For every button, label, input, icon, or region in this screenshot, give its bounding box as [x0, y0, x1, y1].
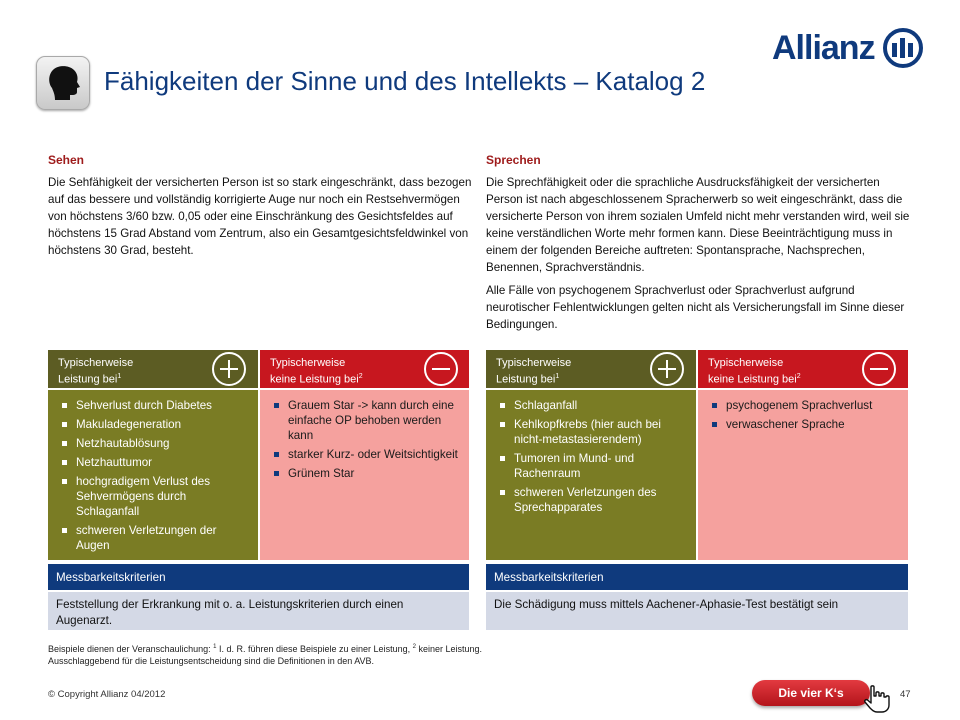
list-item: Kehlkopfkrebs (hier auch bei nicht-metastasierendem)	[500, 417, 688, 447]
box-label: Typischerweise	[496, 357, 572, 369]
footnote	[48, 642, 608, 667]
logo-text: Allianz	[772, 29, 875, 67]
list-item: Tumoren im Mund- und Rachenraum	[500, 451, 688, 481]
criteria-text-sprechen: Die Schädigung muss mittels Aachener-Aphasie-Test bestätigt sein	[486, 592, 908, 630]
criteria-header-sehen: Messbarkeitskriterien	[48, 564, 469, 590]
negative-list-sprechen	[698, 390, 908, 560]
minus-icon	[424, 352, 458, 386]
negative-header-sehen	[260, 350, 469, 388]
pointing-hand-icon	[862, 684, 892, 714]
copyright: © Copyright Allianz 04/2012	[48, 689, 166, 700]
box-label: Typischerweise	[708, 357, 784, 369]
box-label-line2: keine Leistung bei$^2$	[270, 373, 363, 386]
positive-list-sehen	[48, 390, 258, 560]
negative-header-sprechen	[698, 350, 908, 388]
positive-header-sprechen	[486, 350, 696, 388]
page-number: 47	[900, 689, 911, 700]
list-item: Schlaganfall	[500, 398, 688, 413]
page-title: Fähigkeiten der Sinne und des Intellekts – Katalog 2	[104, 66, 706, 96]
footnote-line1: Beispiele dienen der Veranschaulichung: $^1$ I. d. R. führen diese Beispiele zu einer Leistung, $^2$ keiner Leistung.	[48, 644, 482, 654]
allianz-logo	[772, 28, 923, 68]
criteria-header-sprechen: Messbarkeitskriterien	[486, 564, 908, 590]
list-item: Sehverlust durch Diabetes	[62, 398, 250, 413]
box-label: Typischerweise	[270, 357, 346, 369]
section-text-sehen	[48, 174, 473, 259]
section-heading-sprechen: Sprechen	[486, 153, 541, 167]
list-item: Makuladegeneration	[62, 417, 250, 432]
section-paragraph: Alle Fälle von psychogenem Sprachverlust oder Sprachverlust aufgrund neurotischer Fehlentwicklungen gelten nicht als Versicherungsfall im Sinne dieser Bedingungen.	[486, 284, 905, 331]
section-paragraph: Die Sprechfähigkeit oder die sprachliche Ausdrucksfähigkeit der versicherten Person ist nach abgeschlossenem Spracherwerb so weit eingeschränkt, dass die versicherte Person von ihrem sozialen Umfeld nicht mehr verstanden wird, weil sie keine verständlichen Worte mehr formen kann. Diese Beeinträchtigung muss in einem der folgenden Bereiche auftreten: Spontansprache, Nachsprechen, Benennen, Sprachverständnis.	[486, 176, 910, 274]
list-item: schweren Verletzungen der Augen	[62, 523, 250, 553]
plus-icon	[212, 352, 246, 386]
list-item: psychogenem Sprachverlust	[712, 398, 900, 413]
section-paragraph: Die Sehfähigkeit der versicherten Person ist so stark eingeschränkt, dass bezogen auf das bessere und vollständig korrigierte Auge nur noch ein Restsehvermögen von höchstens 3/60 bzw. 0,05 oder eine Einschränkung des Gesichtsfeldes auf höchstens 15 Grad Abstand vom Zentrum, also ein Gesamtgesichtsfeldwinkel von höchstens 30 Grad, besteht.	[48, 176, 472, 257]
box-label-line2: Leistung bei$^1$	[58, 373, 122, 386]
footnote-line2: Ausschlaggebend für die Leistungsentscheidung sind die Definitionen in den AVB.	[48, 655, 375, 666]
box-label-line2: keine Leistung bei$^2$	[708, 373, 801, 386]
list-item: Netzhautablösung	[62, 436, 250, 451]
minus-icon	[862, 352, 896, 386]
allianz-eagle-icon	[883, 28, 923, 68]
list-item: verwaschener Sprache	[712, 417, 900, 432]
positive-list-sprechen	[486, 390, 696, 560]
box-label-line2: Leistung bei$^1$	[496, 373, 560, 386]
box-label: Typischerweise	[58, 357, 134, 369]
list-item: Grünem Star	[274, 466, 461, 481]
list-item: Grauem Star -> kann durch eine einfache OP behoben werden kann	[274, 398, 461, 443]
section-heading-sehen: Sehen	[48, 153, 85, 167]
die-vier-ks-button[interactable]: Die vier K‘s	[752, 680, 870, 706]
list-item: starker Kurz- oder Weitsichtigkeit	[274, 447, 461, 462]
positive-header-sehen	[48, 350, 258, 388]
list-item: schweren Verletzungen des Sprechapparates	[500, 485, 688, 515]
list-item: hochgradigem Verlust des Sehvermögens durch Schlaganfall	[62, 474, 250, 519]
head-silhouette-icon	[36, 56, 90, 110]
negative-list-sehen	[260, 390, 469, 560]
criteria-text-sehen: Feststellung der Erkrankung mit o. a. Leistungskriterien durch einen Augenarzt.	[48, 592, 469, 630]
section-text-sprechen	[486, 174, 910, 333]
list-item: Netzhauttumor	[62, 455, 250, 470]
plus-icon	[650, 352, 684, 386]
